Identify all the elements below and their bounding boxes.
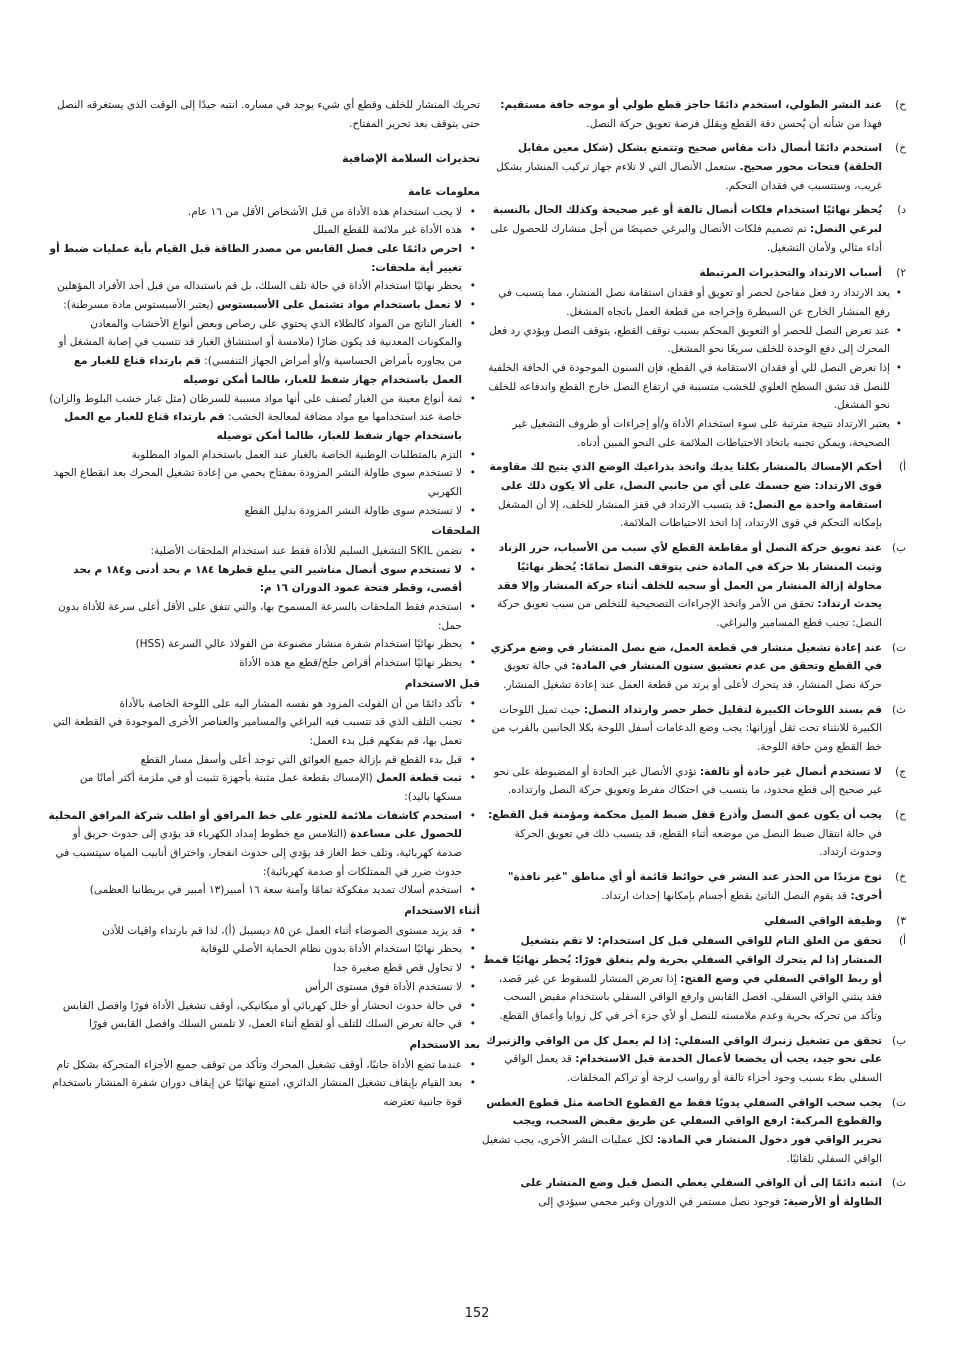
item-a3: أ) تحقق من الغلق التام للواقي السفلي قبل كل استخدام: لا تقم بتشغيل المنشار إذا لم يتحرك الواقي السفلي بحرية ولم ينغلق فورًا: يُحظر نهائيًا قمط أو ربط الواقي السفلي في وضع الفتح: إذا تعرض المنشار للسقوط عن غير قصد، فقد ينثني الواقي السفلي. افصل القابس وارفع الواقي السفلي باستخدام مقبض السحب وتأكد من تحركه بحرية وعدم ملامسته للنصل أو لأي جزء آخر في كل زوايا وأعماق القطع. bbox=[483, 935, 906, 1022]
list-item: • ثبت قطعة العمل (الإمساك بقطعة عمل مثبتة بأجهزة تثبيت أو في ملزمة أكثر أمانًا من مسكها باليد): bbox=[48, 769, 480, 806]
item-t3: ت) يجب سحب الواقي السفلي يدويًا فقط مع القطوع الخاصة مثل قطوع الغطس والقطوع المركبة: ارفع الواقي السفلي عن طريق مقبض السحب، ويجب تحرير الواقي فور دخول المنشار في المادة: لكل عمليات النشر الأخرى، يجب تشغيل الواقي السفلي تلقائيًا. bbox=[482, 1096, 906, 1165]
item-t: ت) عند إعادة تشغيل منشار في قطعة العمل، ضع نصل المنشار في وضع مركزي في القطع وتحقق من عدم تعشيق سنون المنشار في المادة: في حالة تعويق حركة نصل المنشار، قد يتحرك لأعلى أو يرتد من قطعة العمل عند إعادة تشغيل المنشار. bbox=[490, 641, 906, 691]
accessories-heading: الملحقات bbox=[431, 525, 480, 538]
list-item: • لا يجب استخدام هذه الأداة من قبل الأشخاص الأقل من ١٦ عام. bbox=[48, 203, 480, 222]
after-use-list bbox=[48, 1056, 480, 1112]
list-item: • يحظر نهائيًا استخدام شفرة منشار مصنوعة من الفولاذ عالي السرعة (HSS) bbox=[48, 635, 480, 654]
list-item: • استخدم كاشفات ملائمة للعثور على خط المرافق أو اطلب شركة المرافق المحلية للحصول على مساعدة (التلامس مع خطوط إمداد الكهرباء قد يؤدي إلى حدوث حريق أو صدمة كهربائية، وتلف خط الغاز قد يؤدي إلى حدوث انفجار، واختراق أنابيب المياه سيتسبب في حدوث ضرر في الممتلكات أو صدمة كهربائية): bbox=[48, 807, 480, 882]
item-th: ث) قم بسند اللوحات الكبيرة لتقليل خطر حصر وارتداد النصل: حيث تميل اللوحات الكبيرة للانثناء تحت ثقل أوزانها: يجب وضع الدعامات أسفل اللوحة بكلا الجانبين بالقرب من خط القطع ومن حافة اللوحة. bbox=[491, 703, 906, 753]
list-item: • احرص دائمًا على فصل القابس من مصدر الطاقة قبل القيام بأية عمليات ضبط أو تغيير أية ملحقات: bbox=[48, 240, 480, 277]
during-use-heading: أثناء الاستخدام bbox=[404, 905, 480, 918]
list-item: • استخدم أسلاك تمديد مفكوكة تمامًا وآمنة سعة ١٦ أمبير(١٣ أمبير في بريطانيا العظمى) bbox=[48, 881, 480, 900]
section-2-heading: ٢) أسباب الارتداد والتحذيرات المرتبطة bbox=[699, 266, 906, 279]
list-item: • لا تستخدم سوى طاولة النشر المزودة بمفتاح يحمي من إعادة تشغيل المحرك بعد انقطاع الجهد الكهربي bbox=[48, 464, 480, 501]
during-use-list bbox=[48, 922, 480, 1034]
list-item: • يحظر نهائيًا استخدام أقراص جلخ/قطع مع هذه الأداة bbox=[48, 654, 480, 673]
list-item: • عندما تضع الأداة جانبًا، أوقف تشغيل المحرك وتأكد من توقف جميع الأجزاء المتحركة بشكل تام bbox=[48, 1056, 480, 1075]
before-use-list bbox=[48, 695, 480, 901]
list-item: • عند تعرض النصل للحصر أو التعويق المحكم بسبب توقف القطع، يتوقف النصل ويؤدي رد فعل المحرك إلى دفع الوحدة للخلف سريعًا نحو المشغل. bbox=[482, 322, 906, 359]
item-b: ب) عند تعويق حركة النصل أو مقاطعة القطع لأي سبب من الأسباب، حرر الزناد وثبت المنشار بلا حركة في المادة حتى يتوقف النصل تمامًا: يُحظر نهائيًا محاولة إزالة المنشار من العمل أو سحبه للخلف أثناء حركة المنشار وإلا فقد يحدث ارتداد: تحقق من الأمر واتخذ الإجراءات التصحيحية للتخلص من سبب تعويق حركة النصل: تجنب قطع المسامير والبراغي. bbox=[497, 542, 906, 629]
item-h: ح) عند النشر الطولي، استخدم دائمًا حاجز قطع طولي أو موجه حافة مستقيم: فهذا من شأنه أن يُحسن دقة القطع ويقلل فرصة تعويق حركة النصل. bbox=[500, 99, 906, 130]
list-item: • يحظر نهائيًا استخدام الأداة بدون نظام الحماية الأصلي للوقاية bbox=[48, 940, 480, 959]
section-3-heading: ٣) وظيفة الواقي السفلي bbox=[764, 914, 906, 927]
list-item: • لا تعمل باستخدام مواد تشتمل على الأسبستوس (يعتبر الأسبستوس مادة مسرطنة): bbox=[48, 296, 480, 315]
list-item: • قد يزيد مستوى الضوضاء أثناء العمل عن ٨٥ ديسيبل (أ)، لذا قم بارتداء واقيات للأذن bbox=[48, 922, 480, 941]
accessories-list bbox=[48, 542, 480, 673]
list-item: • لا تحاول قص قطع صغيرة جدا bbox=[48, 959, 480, 978]
list-item: • تضمن SKIL التشغيل السليم للأداة فقط عند استخدام الملحقات الأصلية: bbox=[48, 542, 480, 561]
item-th3: ث) انتبه دائمًا إلى أن الواقي السفلي يغطي النصل قبل وضع المنشار على الطاولة أو الأرضية: فوجود نصل مستمر في الدوران وغير محمي سيؤدي إلى bbox=[520, 1177, 906, 1209]
item-b3: ب) تحقق من تشغيل زنبرك الواقي السفلي: إذا لم يعمل كل من الواقي والزنبرك على نحو جيد، يجب أن يخضعا لأعمال الخدمة قبل الاستخدام: قد يعمل الواقي السفلي بطء بسبب وجود أجزاء تالفة أو رواسب لزجة أو تراكم المخلفات. bbox=[486, 1034, 906, 1084]
left-column bbox=[48, 96, 480, 1114]
list-item: • هذه الأداة غير ملائمة للقطع المبلل bbox=[48, 221, 480, 240]
item-kh: خ) استخدم دائمًا أنصال ذات مقاس صحيح وتتمتع بشكل (شكل معين مقابل الحلقة) فتحات محور صحيح. ستعمل الأنصال التي لا تلاءم جهاز تركيب المنشار بشكل غريب، وستتسبب في فقدان التحكم. bbox=[496, 142, 906, 192]
list-item: • لا تستخدم سوى أنصال مناشير التي يبلغ قطرها ١٨٤ م بحد أدنى و١٨٤ م بحد أقصى، وقطر فتحة عمود الدوران ١٦ م: bbox=[48, 561, 480, 598]
list-item: • ثمة أنواع معينة من الغبار تُصنف على أنها مواد مسببة للسرطان (مثل غبار خشب البلوط والزان) خاصة عند استخدامها مع مواد مضافة لمعالجة الخشب: قم بارتداء قناع للغبار مع العمل باستخدام جهاز شفط للغبار، طالما أمكن توصيله bbox=[48, 390, 480, 446]
item-a: أ) أحكم الإمساك بالمنشار بكلتا يديك واتخذ بذراعيك الوضع الذي يتيح لك مقاومة قوى الارتداد: ضع جسمك على أي من جانبي النصل، على ألا يكون ذلك على استقامة واحدة مع النصل: قد يتسبب الارتداد في قفز المنشار للخلف، إلا أن المشغل بإمكانه التحكم في قوى الارتداد، إذا اتخذ الاحتياطات الملائمة. bbox=[489, 461, 906, 530]
list-item: • تجنب التلف الذي قد تتسبب فيه البراغي والمسامير والعناصر الأخرى الموجودة في القطعة التي تعمل بها، قم بفكهم قبل بدء العمل: bbox=[48, 713, 480, 750]
list-item: • في حالة تعرض السلك للتلف أو لقطع أثناء العمل، لا تلمس السلك وافصل القابس فورًا bbox=[48, 1015, 480, 1034]
right-column bbox=[482, 96, 906, 1218]
general-heading: معلومات عامة bbox=[408, 185, 480, 198]
list-item: • يعد الارتداد رد فعل مفاجئ لحصر أو تعويق أو فقدان استقامة نصل المنشار، مما يتسبب في رفع المنشار الخارج عن السيطرة وإخراجه من قطعة العمل باتجاه المشغل. bbox=[482, 284, 906, 321]
page-number: 152 bbox=[464, 1306, 490, 1321]
list-item: • قبل بدء القطع قم بإزالة جميع العوائق التي توجد أعلى وأسفل مسار القطع bbox=[48, 751, 480, 770]
item-h2: ح) يجب أن يكون عمق النصل وأذرع قفل ضبط الميل محكمة ومؤمنة قبل القطع: في حالة انتقال ضبط النصل من موضعه أثناء القطع، قد يتسبب ذلك في تعويق الحركة وحدوث ارتداد. bbox=[488, 809, 906, 859]
list-item: • لا تستخدم سوى طاولة النشر المزودة بدليل القطع bbox=[48, 502, 480, 521]
list-item: • في حالة حدوث انحشار أو خلل كهربائي أو ميكانيكي، أوقف تشغيل الأداة فورًا وافصل القابس bbox=[48, 997, 480, 1016]
item-d: د) يُحظر نهائيًا استخدام فلكات أنصال تالفة أو غير صحيحة وكذلك الحال بالنسبة لبرغي النصل: تم تصميم فلكات الأنصال والبرغي خصيصًا من أجل منشارك للحصول على أداء مثالي ولأمان التشغيل. bbox=[490, 204, 906, 254]
continuation-text: تحريك المنشار للخلف وقطع أي شيء يوجد في مساره. انتبه جيدًا إلى الوقت الذي يستغرقه النصل حتى يتوقف بعد تحرير المفتاح. bbox=[56, 99, 480, 130]
list-item: • استخدم فقط الملحقات بالسرعة المسموح بها، والتي تتفق على الأقل أعلى سرعة للأداة بدون حمل: bbox=[48, 598, 480, 635]
item-kh2: خ) توخ مزيدًا من الحذر عند النشر في حوائط قائمة أو أي مناطق "غير نافذة" أخرى: قد يقوم النصل الناتئ بقطع أجسام بإمكانها إحداث ارتداد. bbox=[508, 871, 906, 902]
list-item: • بعد القيام بإيقاف تشغيل المنشار الدائري، امتنع نهائيًا عن إيقاف دوران شفرة المنشار باستخدام قوة جانبية تعترضه bbox=[48, 1074, 480, 1111]
general-list bbox=[48, 203, 480, 521]
kickback-bullets bbox=[482, 284, 906, 452]
list-item: • يعتبر الارتداد نتيجة مترتبة على سوء استخدام الأداة و/أو إجراءات أو ظروف التشغيل غير الصحيحة، ويمكن تجنبه باتخاذ الاحتياطات الملائمة على النحو المبين أدناه. bbox=[482, 415, 906, 452]
list-item: • يحظر نهائيًا استخدام الأداة في حالة تلف السلك، بل قم باستبداله من قبل أحد الأفراد المؤهلين bbox=[48, 277, 480, 296]
item-j: ج) لا تستخدم أنصال غير حادة أو تالفة: تؤدي الأنصال غير الحادة أو المضبوطة على نحو غير صحيح إلى قطع محدود، ما يتسبب في احتكاك مفرط وتعويق حركة النصل وارتداده. bbox=[493, 765, 906, 797]
list-item: • إذا تعرض النصل للي أو فقدان الاستقامة في القطع، فإن السنون الموجودة في الحافة الخلفية للنصل قد تشق السطح العلوي للخشب متسببة في ارتفاع النصل خارج القطع واندفاعه للخلف نحو المشغل. bbox=[482, 359, 906, 415]
after-use-heading: بعد الاستخدام bbox=[409, 1038, 480, 1051]
list-item: • الغبار الناتج من المواد كالطلاء الذي يحتوي على رصاص وبعض أنواع الأخشاب والمعادن والمكونات المعدنية قد يكون ضارًا (ملامسة أو استنشاق الغبار قد تتسبب في إصابة المشغل أو من يجاوره بأمراض الحساسية و/أو أمراض الجهاز التنفسي): قم بارتداء قناع للغبار مع العمل باستخدام جهاز شفط للغبار، طالما أمكن توصيله bbox=[48, 315, 480, 390]
section-title: تحذيرات السلامة الإضافية bbox=[342, 152, 480, 166]
list-item: • تأكد دائمًا من أن الفولت المزود هو نفسه المشار اليه على اللوحة الخاصة بالأداة bbox=[48, 695, 480, 714]
list-item: • التزم بالمتطلبات الوطنية الخاصة بالغبار عند العمل باستخدام المواد المطلوبة bbox=[48, 446, 480, 465]
list-item: • لا تستخدم الأداة فوق مستوى الرأس bbox=[48, 978, 480, 997]
before-use-heading: قبل الاستخدام bbox=[404, 677, 480, 690]
